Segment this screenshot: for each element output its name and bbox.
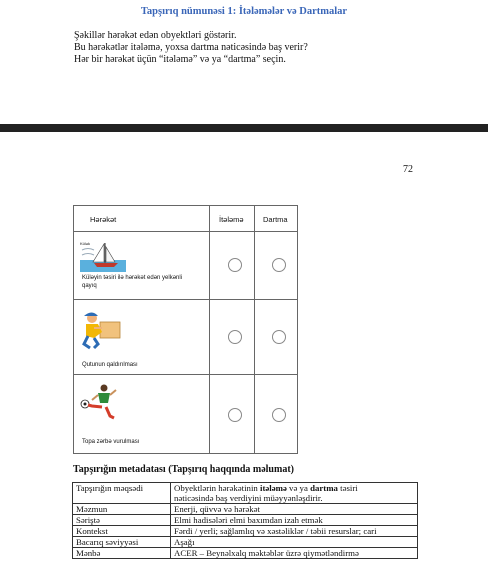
row-label-ball: Topa zərbə vurulması — [82, 439, 140, 445]
table-row — [73, 515, 418, 526]
radio-sailboat-pull[interactable] — [272, 258, 286, 272]
meta-key: Mənbə — [73, 548, 171, 559]
intro-text — [74, 30, 308, 66]
radio-ball-pull[interactable] — [272, 408, 286, 422]
column-header-pull: Dartma — [263, 215, 288, 224]
sailboat-icon — [80, 242, 126, 272]
table-row — [73, 537, 418, 548]
person-kicking-ball-icon — [80, 384, 120, 422]
radio-sailboat-push[interactable] — [228, 258, 242, 272]
radio-box-push[interactable] — [228, 330, 242, 344]
row-label-box: Qutunun qaldırılması — [82, 362, 138, 368]
table-row — [73, 504, 418, 515]
table-row — [73, 483, 418, 504]
metadata-table — [72, 482, 418, 559]
person-lifting-box-icon — [80, 310, 124, 350]
meta-value: Elmi hadisələri elmi baxımdan izah etmək — [171, 515, 418, 526]
meta-key: Səriştə — [73, 515, 171, 526]
intro-line: Şəkillər hərəkət edən obyektləri göstərir. — [74, 30, 237, 41]
meta-key: Kontekst — [73, 526, 171, 537]
table-row — [73, 526, 418, 537]
page-number: 72 — [403, 164, 413, 175]
meta-value: Fərdi / yerli; sağlamlıq və xəstəliklər / təbii resurslar; cari — [171, 526, 418, 537]
intro-line: Bu hərəkətlər itələmə, yoxsa dartma nəticəsində baş verir? — [74, 42, 308, 53]
meta-key: Məzmun — [73, 504, 171, 515]
page-title: Tapşırıq nümunəsi 1: İtələmələr və Dartmalar — [140, 6, 348, 17]
meta-value: Enerji, qüvvə və hərəkət — [171, 504, 418, 515]
meta-value: Aşağı — [171, 537, 418, 548]
wind-label: Külək — [80, 241, 91, 246]
intro-line: Hər bir hərəkət üçün “itələmə” və ya “dartma” seçin. — [74, 54, 286, 65]
radio-ball-push[interactable] — [228, 408, 242, 422]
row-label-sailboat: Küləyin təsiri ilə hərəkət edən yelkənli qayıq — [82, 275, 183, 289]
meta-key: Tapşırığın məqsədi — [73, 483, 171, 504]
metadata-title: Tapşırığın metadatası (Tapşırıq haqqında məlumat) — [73, 464, 294, 475]
meta-key: Bacarıq səviyyəsi — [73, 537, 171, 548]
task-table — [73, 205, 298, 454]
meta-value: ACER – Beynəlxalq məktəblər üzrə qiymətləndirmə — [171, 548, 418, 559]
radio-box-pull[interactable] — [272, 330, 286, 344]
table-row — [73, 548, 418, 559]
page-divider — [0, 124, 488, 132]
column-header-action: Hərəkət — [90, 215, 117, 224]
column-header-push: İtələmə — [219, 215, 244, 224]
meta-value: Obyektlərin hərəkətinin itələmə və ya dartma təsiri nəticəsində baş verdiyini müəyyənləşdirir. — [171, 483, 418, 504]
